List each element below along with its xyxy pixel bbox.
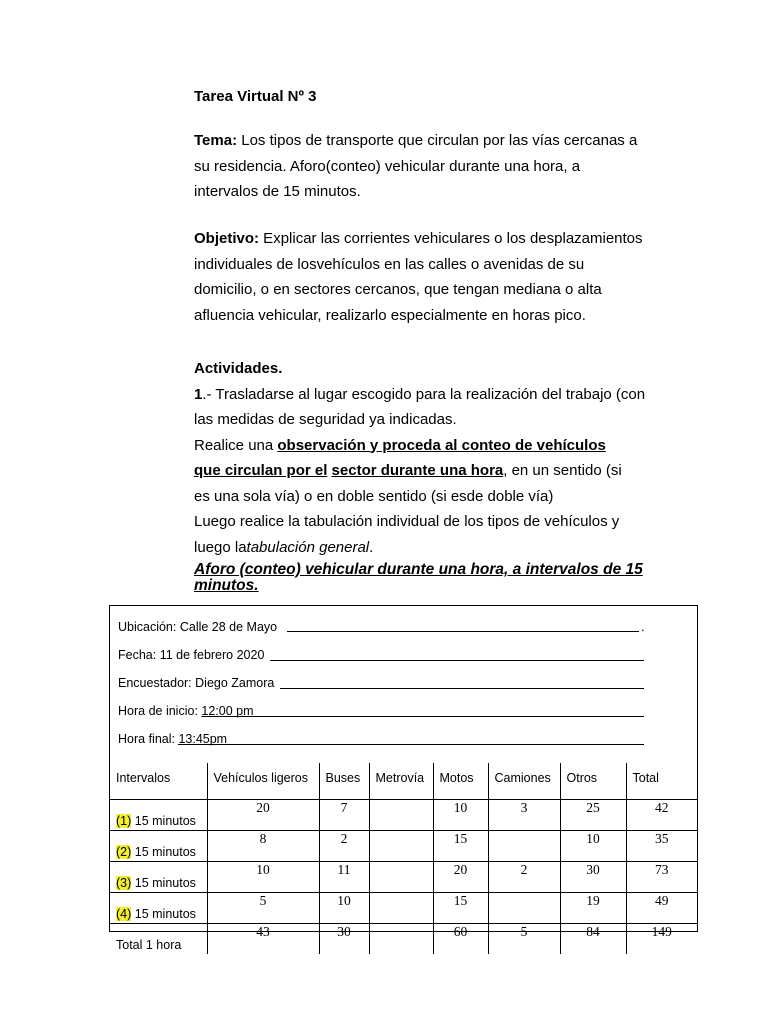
header-cell: Vehículos ligeros — [207, 763, 319, 800]
actividades-section — [194, 356, 654, 560]
table-row: (1) 15 minutos 20 7 10 3 25 42 — [110, 800, 697, 831]
header-cell: Metrovía — [369, 763, 433, 800]
header-cell: Buses — [319, 763, 369, 800]
table-row: (4) 15 minutos 5 10 15 19 49 — [110, 893, 697, 924]
actividades-label: Actividades. — [194, 360, 283, 377]
step-1: 1.- Trasladarse al lugar escogido para la realización del trabajo (con las medidas de seguridad ya indicadas. — [194, 385, 646, 428]
objetivo-label: Objetivo: — [194, 230, 260, 247]
objetivo-paragraph — [194, 226, 644, 328]
ubicacion-field: Ubicación: Calle 28 de Mayo — [118, 620, 278, 634]
header-cell: Otros — [560, 763, 626, 800]
tema-text: Los tipos de transporte que circulan por las vías cercanas a su residencia. Aforo(conteo) vehicular durante una hora, a intervalos de 15 minutos. — [194, 132, 638, 200]
header-cell: Intervalos — [110, 763, 207, 800]
aforo-heading: Aforo (conteo) vehicular durante una hora, a intervalos de 15 minutos. — [194, 561, 643, 594]
aforo-form: Ubicación: Calle 28 de Mayo . Fecha: 11 de febrero 2020 Encuestador: Diego Zamora Hora de inicio: 12:00 pm Hora final: 13:45pm Intervalos Vehículos ligeros Buses Metrovía Motos Camiones Otros Total (1) 15 minutos 20 7 10 3 25 42 (2) 15 minutos 8 2 15 10 35 (3) 15 minutos 10 11 20 2 30 73 (4) 15 minutos 5 10 15 19 49 Total 1 hora 43 30 60 5 84 149 — [109, 605, 698, 932]
aforo-table — [110, 763, 697, 954]
hora-inicio-field: Hora de inicio: 12:00 pm — [118, 704, 254, 718]
encuestador-field: Encuestador: Diego Zamora — [118, 676, 275, 690]
page-title: Tarea Virtual Nº 3 — [194, 88, 317, 105]
table-row: (3) 15 minutos 10 11 20 2 30 73 — [110, 862, 697, 893]
table-header-row — [110, 763, 697, 800]
fecha-field: Fecha: 11 de febrero 2020 — [118, 648, 265, 662]
hora-final-field: Hora final: 13:45pm — [118, 732, 228, 746]
objetivo-text: Explicar las corrientes vehiculares o los desplazamientos individuales de losvehículos en las calles o avenidas de su domicilio, o en sectores cercanos, que tengan mediana o alta afluencia vehicular, realizarlo especialmente en horas pico. — [194, 230, 643, 324]
tema-label: Tema: — [194, 132, 238, 149]
realice-paragraph: Realice una observación y proceda al conteo de vehículos que circulan por el sector durante una hora, en un sentido (si es una sola vía) o en doble sentido (si esde doble vía) — [194, 436, 622, 505]
table-row: (2) 15 minutos 8 2 15 10 35 — [110, 831, 697, 862]
header-cell: Camiones — [488, 763, 560, 800]
header-cell: Motos — [433, 763, 488, 800]
header-cell: Total — [626, 763, 697, 800]
tema-paragraph — [194, 128, 644, 205]
luego-paragraph: Luego realice la tabulación individual de los tipos de vehículos y luego latabulación general. — [194, 513, 620, 556]
table-total-row: Total 1 hora 43 30 60 5 84 149 — [110, 924, 697, 955]
